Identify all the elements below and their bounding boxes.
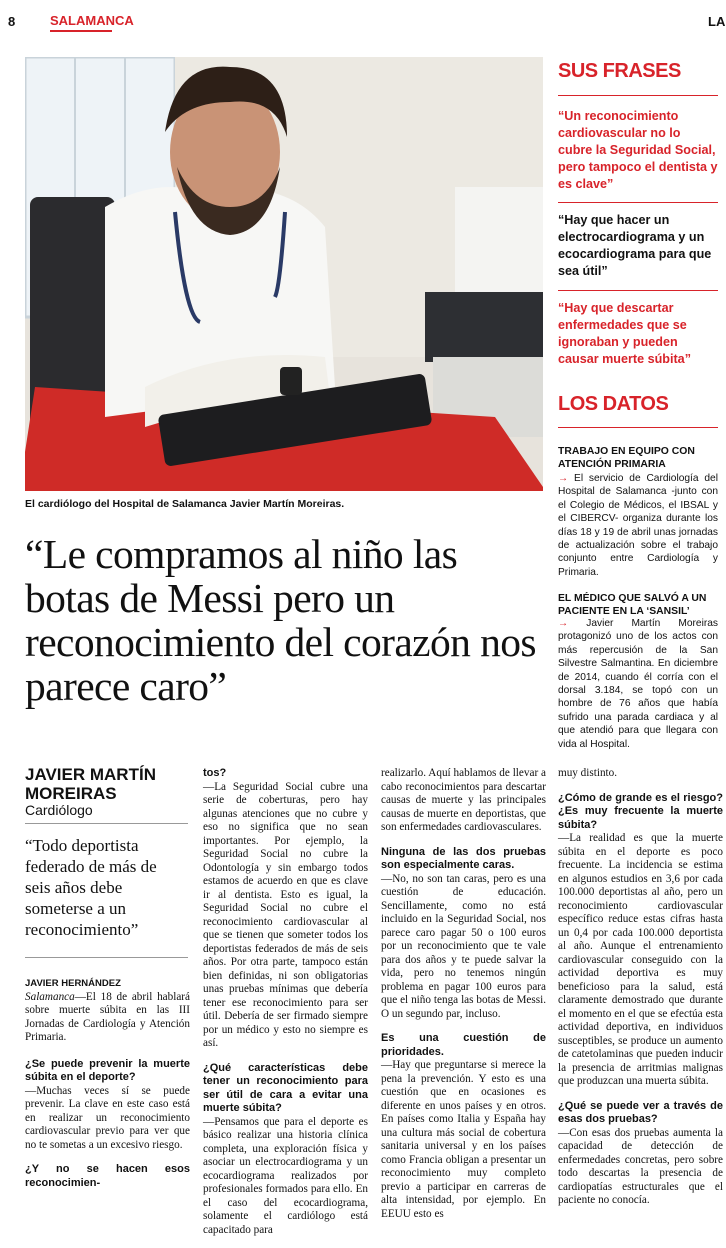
question-2-continued: tos? [203,767,227,779]
answer-3: —Pensamos que para el deporte es básico realizar una historia clínica completa, una exploración física y asociar un electrocardiograma y un ecocardiograma realizados por profesionales formados para ello. En el caso del ecocardiograma, solamente el cardiólogo está capacitado para [203,1115,368,1236]
section-underline [50,30,112,32]
answer-6: —La realidad es que la muerte súbita en el deporte es poco frecuente. La incidencia se estima en algunos estudios en 3,6 por cada 100.000 deportistas al año, pero un reconocimiento cardiovascular específico reduce estas cifras hasta un 0,4 por cada 100.000 deportista al año. Aunque el entrenamiento cardiovascular conseguido con la actividad deportiva es muy beneficioso para la salud, está claramente demostrado que durante el momento en el que se efectúa esta actividad deportiva, en individuos susceptibles, se produce un aumento de catetolaminas que pueden inducir la presencia de arritmias malignas que produzcan una muerta súbita. [558,832,723,1087]
datos-heading-1: TRABAJO EN EQUIPO CON ATENCIÓN PRIMARIA [558,446,695,470]
datos-text-1 [558,472,718,579]
answer-5-continued: muy distinto. [558,767,618,779]
frases-rule [558,95,718,96]
interviewee-name: JAVIER MARTÍN MOREIRAS [25,765,156,803]
photo-illustration [25,57,543,491]
phrase-divider [558,290,718,291]
answer-7: —Con esas dos pruebas aumenta la capacidad de detección de enfermedades concretas, pero sobre todo descartas la presencia de cardiopatías estructurales que el paciente no conocía. [558,1126,723,1206]
page-number: 8 [8,14,16,29]
datos-text-1-body: El servicio de Cardiología del Hospital de Salamanca -junto con el Colegio de Médicos, el IBSAL y el CIBERCV- organiza durante los días 18 y 19 de abril unas jornadas de actualización sobre el trabajo conjunto entre Cardiología y Primaria. [558,473,718,578]
datos-rule [558,427,718,428]
lead-text: —El 18 de abril hablará sobre muerte súbita en las III Jornadas de Cardiología y Atención Primaria. [25,990,190,1043]
column-3 [381,767,546,1232]
answer-3-continued: realizarlo. Aquí hablamos de llevar a cabo reconocimientos para descartar causas de muerte y las principales causas de muerte en deportistas, que son enfermedades cardiovasculares. [381,767,546,833]
section-label: SALAMANCA [50,13,134,28]
question-5: Es una cuestión de prioridades. [381,1032,546,1058]
answer-4: —No, no son tan caras, pero es una cuestión de educación. Sencillamente, como no está incluido en la Seguridad Social, nos parece caro pagar 50 o 100 euros por un reconocimiento que te vale para dos años y te puede salvar la vida, pero no tenemos ningún problema en pagar 100 euros para que el niño tenga las botas de Messi. O un segundo par, incluso. [381,872,546,1020]
question-2: ¿Y no se hacen esos reconocimien- [25,1163,190,1189]
arrow-icon: → [558,473,575,484]
byline: JAVIER HERNÁNDEZ [25,978,121,989]
headline: “Le compramos al niño las botas de Messi pero un reconocimiento del corazón nos parece caro” [25,531,536,709]
question-7: ¿Qué se puede ver a través de esas dos pruebas? [558,1099,723,1125]
answer-2: —La Seguridad Social cubre una serie de coberturas, pero hay algunas atenciones que no cubre y eso no significa que no sean importantes. Por ejemplo, la Seguridad Social no cubre la Odontología y sin embargo todos estamos de acuerdo en que es clave ir al dentista. Esto es igual, la Seguridad Social no cubre el reconocimiento cardiovascular al que se tienen que someter todos los deportistas federados de más de seis años. Por otra parte, tampoco están bien definidas, ni son obligatorias unas pruebas mínimas que debería tener ese reconocimiento para ser útil. Debería de ser firmado siempre por un médico y esto no siempre es así. [203,780,368,1049]
datos-text-2 [558,617,718,751]
arrow-icon: → [558,618,587,629]
answer-5: —Hay que preguntarse si merece la pena la prevención. Y esto es una cuestión que en ocasiones es diferente en unos países y en otros. En países como Italia y España hay una cultura más social de cobertura sanitaria universal y en los países como Francia obligan a presentar un reconocimiento muy completo previo a participar en carreras de alta intensidad, por ejemplo. En EEUU esto es [381,1059,546,1220]
question-3: ¿Qué características debe tener un reconocimiento para ser útil de cara a evitar una muerte súbita? [203,1061,368,1114]
phrase-2: “Hay que hacer un electrocardiograma y un ecocardiograma para que sea útil” [558,213,712,278]
divider [25,957,188,958]
datos-title: LOS DATOS [558,393,669,415]
column-4 [558,767,723,1219]
next-page-fragment: LA [708,14,726,29]
phrase-1: “Un reconocimiento cardiovascular no lo cubre la Seguridad Social, pero tampoco el dentista y es clave” [558,109,718,191]
pull-quote: “Todo deportista federado de más de seis años debe someterse a un reconocimiento” [25,836,157,939]
question-6: ¿Cómo de grande es el riesgo? ¿Es muy frecuente la muerte súbita? [558,791,723,831]
phrase-divider [558,202,718,203]
datos-text-2-body: Javier Martín Moreiras protagonizó uno de los actos con más repercusión de la San Silvestre Salmantina. En diciembre de 2014, cuando él corría con el dorsal 3.184, se topó con un hombre de 76 años que había sufrido una parada cardiaca y al que atendió para que llegara con vida al Hospital. [558,618,718,750]
phrase-3: “Hay que descartar enfermedades que se ignoraban y pueden causar muerte súbita” [558,301,691,366]
dateline: Salamanca [25,990,75,1003]
question-4: Ninguna de las dos pruebas son especialmente caras. [381,845,546,871]
answer-1: —Muchas veces sí se puede prevenir. La clave en este caso está en realizar un reconocimiento cardiovascular previo para ver que no te sometas a un excesivo riesgo. [25,1084,190,1151]
datos-heading-2: EL MÉDICO QUE SALVÓ A UN PACIENTE EN LA ‘SANSIL’ [558,593,707,617]
frases-title: SUS FRASES [558,60,681,82]
photo-caption: El cardiólogo del Hospital de Salamanca Javier Martín Moreiras. [25,498,345,510]
column-2 [203,767,368,1248]
column-1 [25,977,190,1190]
question-1: ¿Se puede prevenir la muerte súbita en el deporte? [25,1057,190,1083]
interviewee-role: Cardiólogo [25,802,93,818]
doctor-photo [25,57,543,491]
divider [25,823,188,824]
